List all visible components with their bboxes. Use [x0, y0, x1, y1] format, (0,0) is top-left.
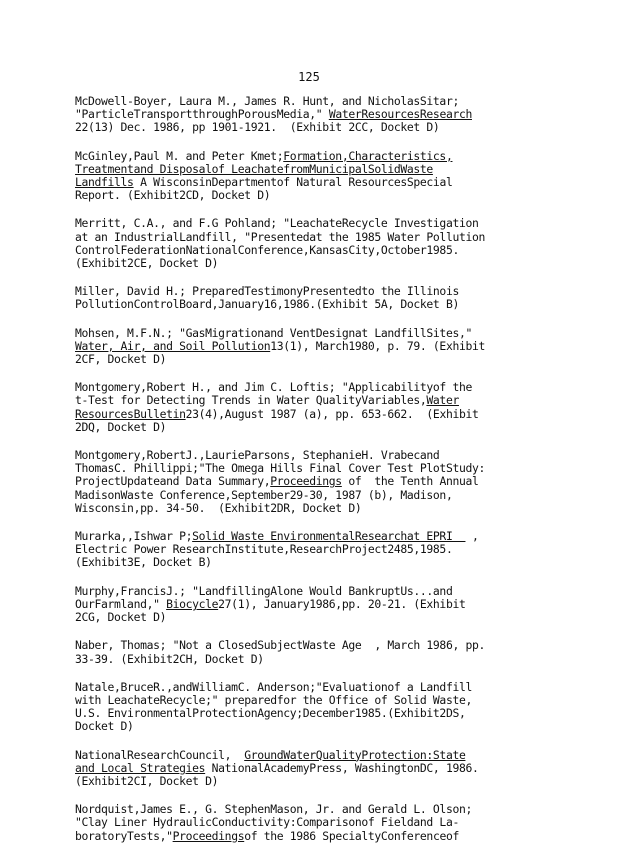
reference-text: Wisconsin,pp. 34-50. (Exhibit2DR, Docket D) [75, 500, 362, 515]
reference-entry [75, 150, 555, 203]
reference-text: with LeachateRecycle;" preparedfor the Office of Solid Waste, [75, 692, 472, 707]
underlined-title: Water, Air, and Soil Pollution [75, 338, 271, 353]
reference-line [75, 775, 555, 788]
reference-text: McGinley,Paul M. and Peter Kmet; [75, 148, 284, 163]
underlined-title: Biocycle [166, 596, 219, 611]
reference-line [75, 257, 555, 270]
reference-entry [75, 681, 555, 734]
reference-text: Naber, Thomas; "Not a ClosedSubjectWaste Age , March 1986, pp. [75, 638, 485, 653]
page-number: 125 [298, 70, 320, 84]
reference-text: Natale,BruceR.,andWilliamC. Anderson;"Evaluationof a Landfill [75, 679, 472, 694]
reference-line [75, 298, 555, 311]
reference-text: Nordquist,James E., G. StephenMason, Jr. and Gerald L. Olson; [75, 802, 472, 817]
reference-text: Miller, David H.; PreparedTestimonyPresentedto the Illinois [75, 284, 459, 299]
reference-line [75, 830, 555, 843]
reference-text: at an IndustrialLandfill, "Presentedat the 1985 Water Pollution [75, 229, 485, 244]
reference-text: A WisconsinDepartmentof Natural ResourcesSpecial [133, 175, 453, 190]
underlined-title: GroundWaterQualityProtection:State [244, 747, 466, 762]
underlined-title: Solid Waste EnvironmentalResearchat EPRI [192, 529, 466, 544]
reference-text: 2DQ, Docket D) [75, 419, 167, 434]
reference-line [75, 421, 555, 434]
reference-entry [75, 285, 555, 311]
reference-text: Report. (Exhibit2CD, Docket D) [75, 188, 271, 203]
reference-line [75, 611, 555, 624]
reference-text: ThomasC. Phillippi;"The Omega Hills Final Cover Test PlotStudy: [75, 461, 485, 476]
reference-entry [75, 530, 555, 570]
reference-text: Murphy,FrancisJ.; "LandfillingAlone Would BankruptUs...and [75, 583, 453, 598]
reference-text: Mohsen, M.F.N.; "GasMigrationand VentDesignat LandfillSites," [75, 325, 472, 340]
underlined-title: Proceedings [270, 474, 342, 489]
reference-entry [75, 217, 555, 270]
underlined-title: Water [426, 393, 459, 408]
underlined-title: Treatmentand Disposalof LeachatefromMunicipalSolidWaste [75, 161, 433, 176]
reference-text: Merritt, C.A., and F.G Pohland; "LeachateRecycle Investigation [75, 216, 479, 231]
reference-text: 2CF, Docket D) [75, 352, 167, 367]
reference-text: (Exhibit2CI, Docket D) [75, 773, 219, 788]
reference-text: 33-39. (Exhibit2CH, Docket D) [75, 651, 264, 666]
reference-line [75, 653, 555, 666]
reference-line [75, 707, 555, 720]
reference-entry [75, 95, 555, 135]
reference-line [75, 121, 555, 134]
underlined-title: Proceedings [172, 828, 245, 843]
reference-text: "ParticleTransportthroughPorousMedia," [75, 107, 329, 122]
reference-entry [75, 327, 555, 367]
reference-text: boratoryTests," [75, 828, 173, 843]
reference-text: NationalAcademyPress, WashingtonDC, 1986. [205, 760, 479, 775]
reference-text: OurFarmland," [75, 596, 167, 611]
reference-text: NationalResearchCouncil, [75, 747, 245, 762]
reference-text: PollutionControlBoard,January16,1986.(Exhibit 5A, Docket B) [75, 297, 459, 312]
reference-text: ProjectUpdateand Data Summary, [75, 474, 271, 489]
reference-list [75, 95, 555, 858]
reference-text: (Exhibit2CE, Docket D) [75, 256, 219, 271]
reference-entry [75, 749, 555, 789]
underlined-title: Landfills [75, 175, 134, 190]
reference-line [75, 502, 555, 515]
reference-text: Montgomery,Robert H., and Jim C. Loftis; "Applicabilityof the [75, 380, 472, 395]
reference-line [75, 189, 555, 202]
reference-text: Docket D) [75, 719, 134, 734]
reference-line [75, 556, 555, 569]
reference-text: 27(1), January1986,pp. 20-21. (Exhibit [218, 596, 466, 611]
reference-text: McDowell-Boyer, Laura M., James R. Hunt, and NicholasSitar; [75, 94, 459, 108]
underlined-title: WaterResourcesResearch [328, 107, 472, 122]
reference-text: of the Tenth Annual [341, 474, 479, 489]
reference-text: ControlFederationNationalConference,KansasCity,October1985. [75, 242, 459, 257]
reference-text: Montgomery,RobertJ.,LaurieParsons, StephanieH. Vrabecand [75, 448, 440, 463]
reference-entry [75, 381, 555, 434]
reference-text: "Clay Liner HydraulicConductivity:Comparisonof Fieldand La- [75, 815, 459, 830]
reference-text: , [465, 529, 479, 544]
reference-line [75, 720, 555, 733]
reference-text: MadisonWaste Conference,September29-30, 1987 (b), Madison, [75, 487, 453, 502]
reference-entry [75, 639, 555, 665]
reference-text: (Exhibit3E, Docket B) [75, 555, 212, 570]
underlined-title: ResourcesBulletin [75, 406, 186, 421]
reference-text: 23(4),August 1987 (a), pp. 653-662. (Exhibit [185, 406, 479, 421]
underlined-title: and Local Strategies [75, 760, 206, 775]
reference-text: 13(1), March1980, p. 79. (Exhibit [270, 338, 485, 353]
reference-text: 2CG, Docket D) [75, 610, 167, 625]
underlined-title: Formation,Characteristics, [283, 148, 453, 163]
reference-entry [75, 585, 555, 625]
reference-text: of the 1986 SpecialtyConferenceof [244, 828, 459, 843]
reference-entry [75, 449, 555, 515]
reference-entry [75, 803, 555, 843]
reference-text: Electric Power ResearchInstitute,ResearchProject2485,1985. [75, 542, 453, 557]
reference-text: Murarka,,Ishwar P; [75, 529, 193, 544]
reference-text: t-Test for Detecting Trends in Water QualityVariables, [75, 393, 427, 408]
reference-text: U.S. EnvironmentalProtectionAgency;December1985.(Exhibit2DS, [75, 706, 466, 721]
reference-line [75, 353, 555, 366]
reference-text: 22(13) Dec. 1986, pp 1901-1921. (Exhibit 2CC, Docket D) [75, 120, 440, 135]
